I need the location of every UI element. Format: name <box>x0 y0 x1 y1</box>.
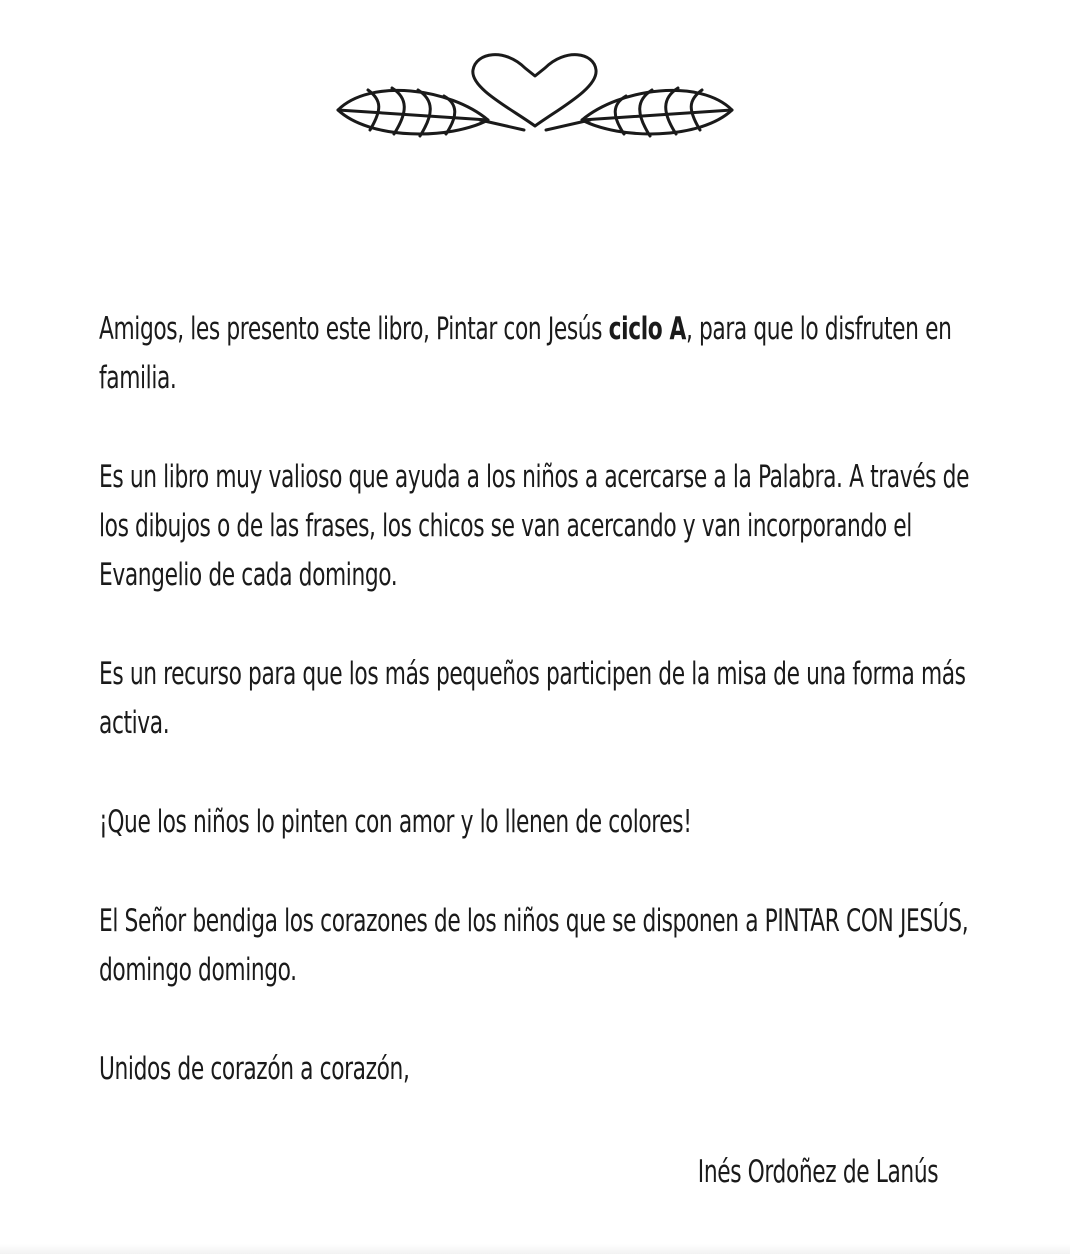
signature: Inés Ordoñez de Lanús <box>697 1154 938 1190</box>
paragraph-intro <box>99 305 973 403</box>
heart-with-leaves-icon <box>330 48 740 144</box>
paragraph-value: Es un libro muy valioso que ayuda a los niños a acercarse a la Palabra. A través de los dibujos o de las frases, los chicos se van acercando y van incorporando el Evangelio de cada domingo. <box>99 459 970 593</box>
paragraph-colors: ¡Que los niños lo pinten con amor y lo llenen de colores! <box>99 804 692 840</box>
letter-body <box>99 305 973 1144</box>
paragraph-blessing: El Señor bendiga los corazones de los niños que se disponen a PINTAR CON JESÚS, domingo domingo. <box>99 903 969 988</box>
intro-text-end: , para que lo disfruten en familia. <box>99 311 952 396</box>
paragraph-resource: Es un recurso para que los más pequeños participen de la misa de una forma más activa. <box>99 656 966 741</box>
cycle-name: ciclo A <box>608 311 686 347</box>
paragraph-closing: Unidos de corazón a corazón, <box>99 1051 410 1087</box>
intro-text-start: Amigos, les presento este libro, Pintar con Jesús <box>99 311 609 347</box>
page-bottom-edge <box>0 1244 1070 1254</box>
